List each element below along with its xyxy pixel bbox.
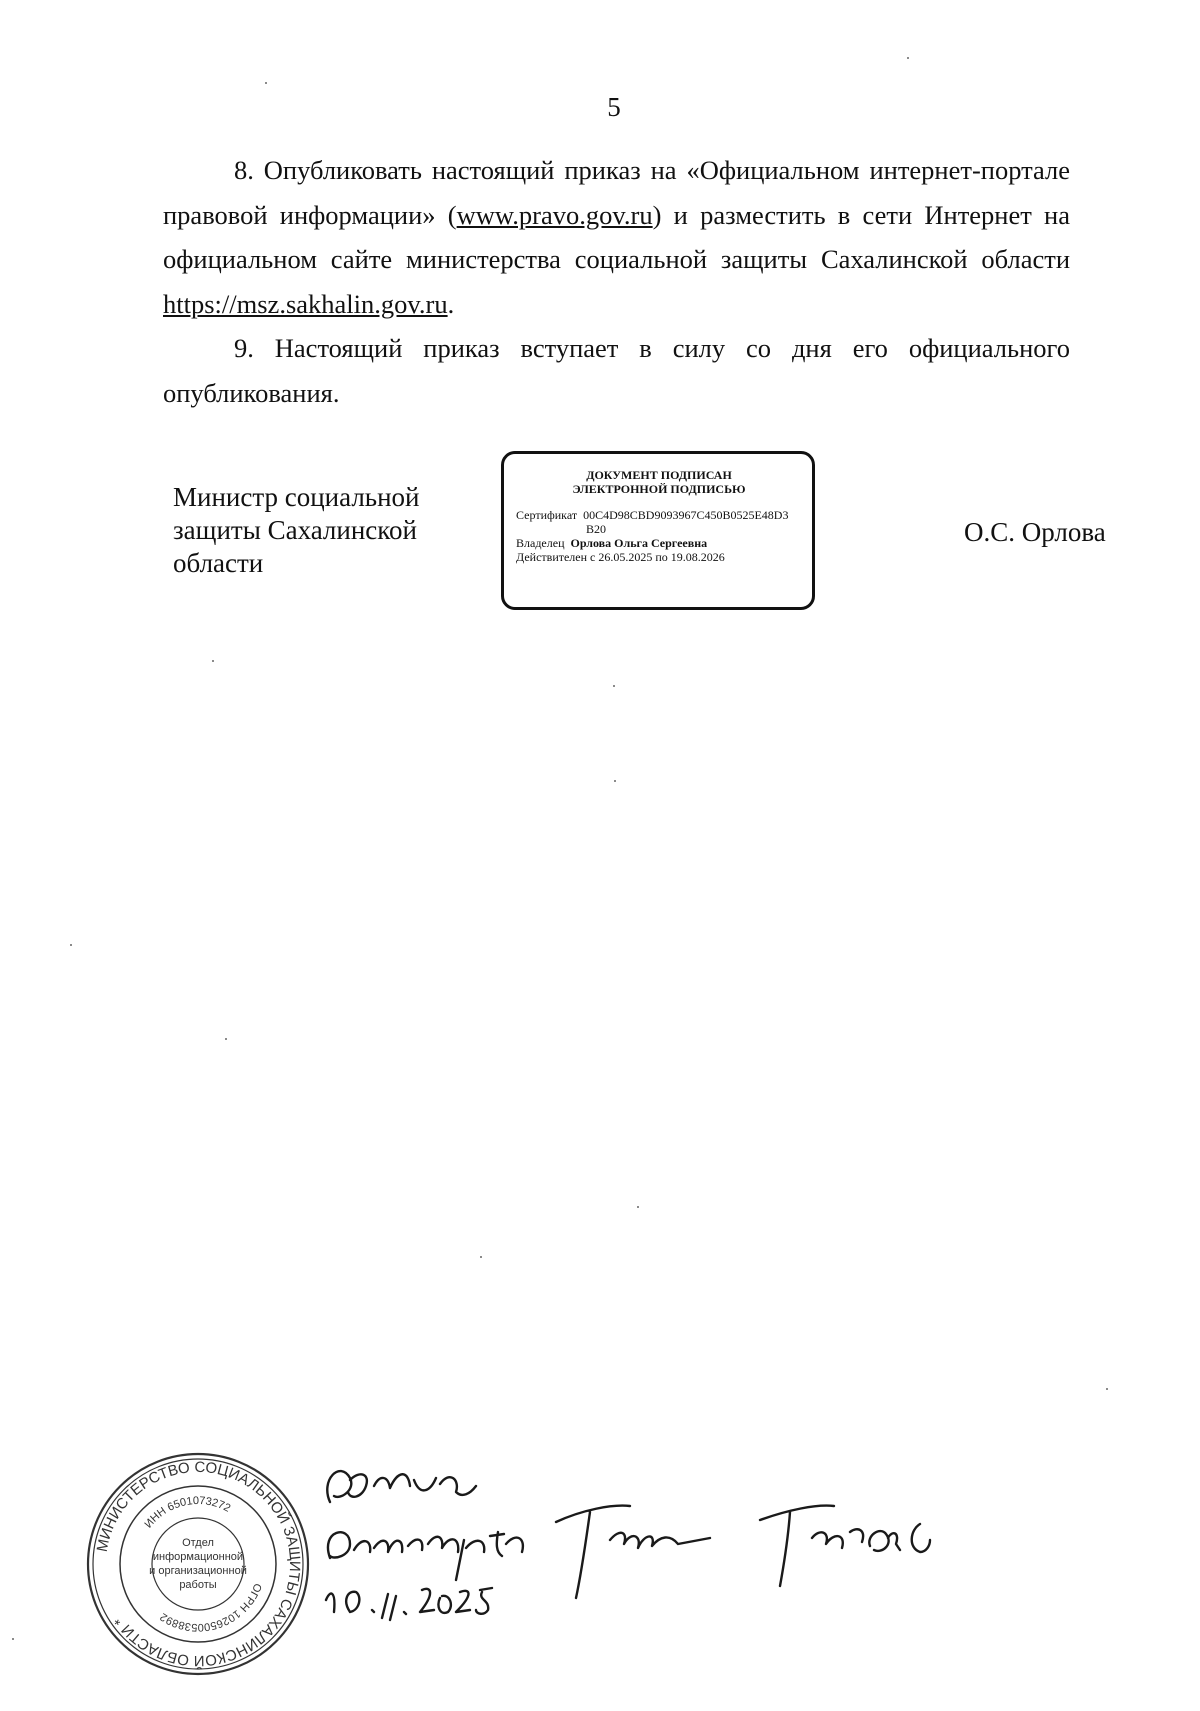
- scan-speck: [614, 780, 616, 782]
- pravo-gov-link[interactable]: www.pravo.gov.ru: [456, 199, 653, 230]
- stamp-center-line: информационной: [152, 1551, 244, 1563]
- official-stamp: [82, 1448, 314, 1680]
- handwriting-name: Тир Ю.С.: [760, 1520, 765, 1521]
- order-body: [163, 148, 1070, 415]
- stamp-ogrn: ОГРН 1026500538892: [158, 1581, 264, 1634]
- page-number: 5: [607, 92, 621, 122]
- paragraph-8: [163, 148, 1070, 326]
- p8-text-end: .: [447, 288, 455, 319]
- msz-sakhalin-link[interactable]: https://msz.sakhalin.gov.ru: [163, 288, 448, 319]
- stamp-ring-text: МИНИСТЕРСТВО СОЦИАЛЬНОЙ ЗАЩИТЫ САХАЛИНСКОЙ ОБЛАСТИ *: [93, 1458, 304, 1670]
- scan-speck: [637, 1206, 639, 1208]
- esign-header: ДОКУМЕНТ ПОДПИСАН: [586, 468, 732, 482]
- esign-certificate: [516, 508, 802, 522]
- handwriting-position: Ведущий консультант: [330, 1558, 340, 1559]
- handwriting-verno: Верно: [330, 1502, 333, 1503]
- esign-owner-value: Орлова Ольга Сергеевна: [570, 536, 708, 550]
- signatory-name: О.С. Орлова: [964, 517, 1106, 547]
- scan-speck: [265, 82, 267, 84]
- scan-speck: [613, 685, 615, 687]
- esign-cert-value-cont: B20: [586, 522, 607, 536]
- esign-header: ЭЛЕКТРОННОЙ ПОДПИСЬЮ: [572, 482, 746, 496]
- handwritten-certification: [290, 1440, 1030, 1640]
- stamp-center-line: и организационной: [149, 1565, 247, 1577]
- scan-speck: [480, 1256, 482, 1258]
- signatory-role-line: Министр социальной: [173, 482, 420, 512]
- esign-cert-value: 00C4D98CBD9093967C450B0525E48D3: [583, 508, 789, 522]
- signatory-role: [173, 481, 453, 580]
- esign-owner: [516, 536, 802, 550]
- scan-speck: [907, 57, 909, 59]
- signatory-role-line: защиты Сахалинской: [173, 515, 417, 545]
- signatory-role-line: области: [173, 548, 264, 578]
- stamp-center-line: работы: [179, 1579, 217, 1591]
- esign-cert-label: Сертификат: [516, 508, 578, 522]
- scan-speck: [225, 1038, 227, 1040]
- p8-text-start: 8. Опубликовать настоящий приказ на «Официальном интернет-портале правовой информации» (: [163, 155, 1070, 230]
- stamp-center-line: Отдел: [182, 1537, 214, 1549]
- scan-speck: [12, 1638, 14, 1640]
- paragraph-9: 9. Настоящий приказ вступает в силу со дня его официального опубликования.: [163, 333, 1070, 408]
- p8-text-middle: ) и разместить в сети Интернет на официальном сайте министерства социальной защиты Сахалинской области: [163, 199, 1071, 274]
- stamp-inn: ИНН 6501073272: [142, 1494, 233, 1531]
- scan-speck: [212, 660, 214, 662]
- handwriting-date: 10.12.2025: [326, 1612, 331, 1613]
- electronic-signature-box: [501, 451, 815, 610]
- esign-owner-label: Владелец: [516, 536, 565, 550]
- scan-speck: [1106, 1388, 1108, 1390]
- esign-validity: Действителен с 26.05.2025 по 19.08.2026: [516, 550, 725, 564]
- scan-speck: [70, 944, 72, 946]
